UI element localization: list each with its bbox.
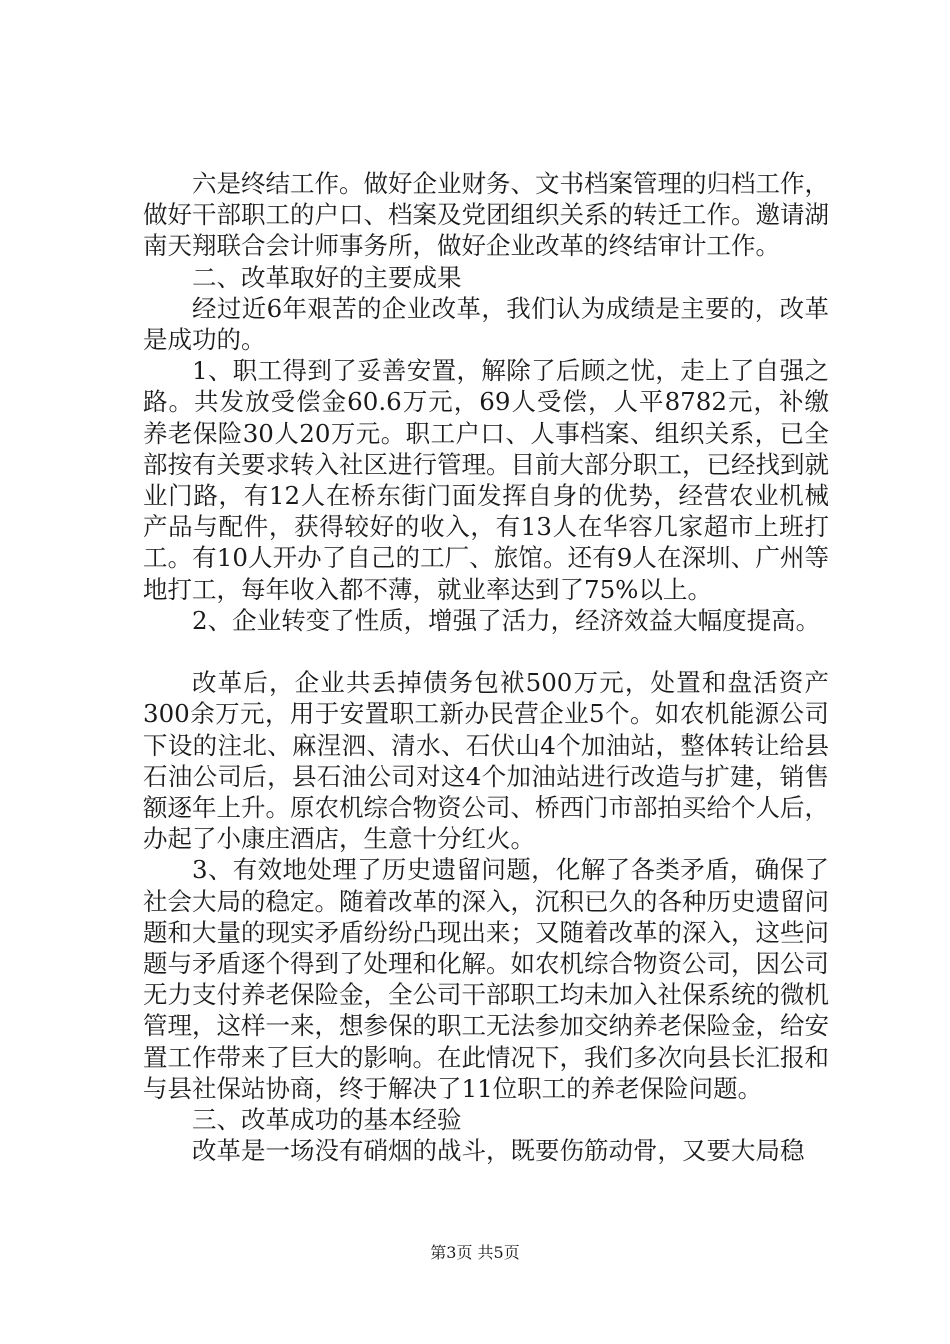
paragraph-after-reform: 改革后，企业共丢掉债务包袱500万元，处置和盘活资产300余万元，用于安置职工新办民营企业5个。如农机能源公司下设的注北、麻涅泗、清水、石伏山4个加油站，整体转让给县石油公司后，县石油公司对这4个加油站进行改造与扩建，销售额逐年上升。原农机综合物资公司、桥西门市部拍买给个人后，办起了小康庄酒店，生意十分红火。 bbox=[143, 668, 829, 854]
paragraph-reform-summary: 经过近6年艰苦的企业改革，我们认为成绩是主要的，改革是成功的。 bbox=[143, 293, 829, 355]
paragraph-enterprise-transformation: 2、企业转变了性质，增强了活力，经济效益大幅度提高。 bbox=[192, 605, 821, 635]
paragraph-reform-battle: 改革是一场没有硝烟的战斗，既要伤筋动骨，又要大局稳 bbox=[192, 1136, 805, 1166]
section-heading-basic-experience: 三、改革成功的基本经验 bbox=[192, 1105, 462, 1135]
paragraph-historical-issues: 3、有效地处理了历史遗留问题，化解了各类矛盾，确保了社会大局的稳定。随着改革的深入，沉积已久的各种历史遗留问题和大量的现实矛盾纷纷凸现出来；又随着改革的深入，这些问题与矛盾逐个得到了处理和化解。如农机综合物资公司，因公司无力支付养老保险金，全公司干部职工均未加入社保系统的微机管理，这样一来，想参保的职工无法参加交纳养老保险金，给安置工作带来了巨大的影响。在此情况下，我们多次向县长汇报和与县社保站协商，终于解决了11位职工的养老保险问题。 bbox=[143, 855, 829, 1103]
document-body bbox=[143, 168, 829, 1166]
section-heading-main-results: 二、改革取好的主要成果 bbox=[192, 262, 462, 292]
paragraph-conclusion-work: 六是终结工作。做好企业财务、文书档案管理的归档工作，做好干部职工的户口、档案及党团组织关系的转迁工作。邀请湖南天翔联合会计师事务所，做好企业改革的终结审计工作。 bbox=[143, 169, 829, 261]
paragraph-staff-placement: 1、职工得到了妥善安置，解除了后顾之忧，走上了自强之路。共发放受偿金60.6万元，69人受偿，人平8782元，补缴养老保险30人20万元。职工户口、人事档案、组织关系，已全部按有关要求转入社区进行管理。目前大部分职工，已经找到就业门路，有12人在桥东街门面发挥自身的优势，经营农业机械产品与配件，获得较好的收入，有13人在华容几家超市上班打工。有10人开办了自己的工厂、旅馆。还有9人在深圳、广州等地打工，每年收入都不薄，就业率达到了75%以上。 bbox=[143, 356, 829, 604]
page-number-footer: 第3页 共5页 bbox=[430, 1243, 520, 1262]
